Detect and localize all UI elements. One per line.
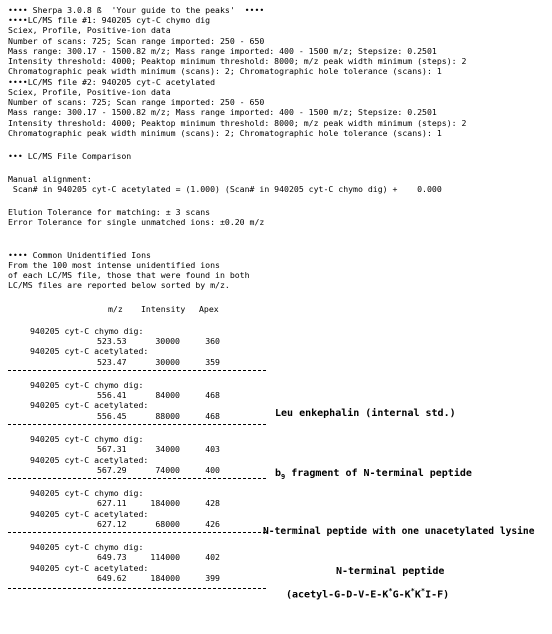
annotation-n-terminal-unacetylated: N-terminal peptide with one unacetylated lysine xyxy=(263,526,535,537)
mz-value: 649.62 xyxy=(97,573,127,583)
group-separator xyxy=(8,478,266,479)
sequence-part: I-F) xyxy=(425,589,450,601)
file1-line: Sciex, Profile, Positive-ion data xyxy=(8,25,171,35)
match-row-label: 940205 cyt-C acetylated: xyxy=(30,563,149,573)
manual-alignment-label: Manual alignment: xyxy=(8,174,92,184)
mz-value: 523.53 xyxy=(97,336,127,346)
acetyl-mark: * xyxy=(420,587,426,595)
file2-line: Sciex, Profile, Positive-ion data xyxy=(8,87,171,97)
annotation-leu-enkephalin: Leu enkephalin (internal std.) xyxy=(275,408,456,419)
common-ions-desc: of each LC/MS file, those that were found in both xyxy=(8,270,250,280)
mz-value: 649.73 xyxy=(97,552,127,562)
intensity-value: 30000 xyxy=(155,336,180,346)
intensity-value: 74000 xyxy=(155,465,180,475)
annotation-b9-letter: b xyxy=(275,468,282,479)
acetyl-mark: * xyxy=(410,587,415,595)
elution-tolerance: Elution Tolerance for matching: ± 3 scans xyxy=(8,207,211,217)
file1-line: Chromatographic peak width minimum (scans): 2; Chromatographic hole tolerance (scans): 1 xyxy=(8,66,442,76)
match-row-label: 940205 cyt-C chymo dig: xyxy=(30,326,144,336)
annotation-b9-text: fragment of N-terminal peptide xyxy=(285,468,472,479)
match-row-label: 940205 cyt-C acetylated: xyxy=(30,346,149,356)
common-ions-desc: LC/MS files are reported below sorted by m/z. xyxy=(8,280,230,290)
match-row-label: 940205 cyt-C acetylated: xyxy=(30,400,149,410)
match-row-label: 940205 cyt-C chymo dig: xyxy=(30,434,144,444)
apex-value: 400 xyxy=(205,465,220,475)
apex-value: 399 xyxy=(205,573,220,583)
mz-value: 627.12 xyxy=(97,519,127,529)
mz-value: 523.47 xyxy=(97,357,127,367)
mz-value: 567.29 xyxy=(97,465,127,475)
apex-value: 403 xyxy=(205,444,220,454)
group-separator xyxy=(8,588,266,589)
match-row-label: 940205 cyt-C acetylated: xyxy=(30,509,149,519)
group-separator xyxy=(8,532,266,533)
intensity-value: 34000 xyxy=(155,444,180,454)
scan-alignment-equation: Scan# in 940205 cyt-C acetylated = (1.000) (Scan# in 940205 cyt-C chymo dig) + 0.000 xyxy=(8,184,442,194)
column-header-apex: Apex xyxy=(199,304,219,314)
sequence-part: G-K xyxy=(392,589,411,601)
match-row-label: 940205 cyt-C acetylated: xyxy=(30,455,149,465)
intensity-value: 114000 xyxy=(150,552,180,562)
apex-value: 426 xyxy=(205,519,220,529)
group-separator xyxy=(8,424,266,425)
apex-value: 468 xyxy=(205,411,220,421)
apex-value: 360 xyxy=(205,336,220,346)
group-separator xyxy=(8,370,266,371)
intensity-value: 30000 xyxy=(155,357,180,367)
file2-line: Mass range: 300.17 - 1500.82 m/z; Mass range imported: 400 - 1500 m/z; Stepsize: 0.2501 xyxy=(8,107,437,117)
intensity-value: 68000 xyxy=(155,519,180,529)
file2-heading: ••••LC/MS file #2: 940205 cyt-C acetylated xyxy=(8,77,216,87)
match-row-label: 940205 cyt-C chymo dig: xyxy=(30,380,144,390)
file1-line: Number of scans: 725; Scan range imported: 250 - 650 xyxy=(8,36,265,46)
intensity-value: 184000 xyxy=(150,498,180,508)
annotation-b9-subscript: 9 xyxy=(281,473,286,481)
acetyl-mark: * xyxy=(388,587,393,595)
report-title: •••• Sherpa 3.0.8 ß 'Your guide to the peaks' •••• xyxy=(8,5,265,15)
error-tolerance: Error Tolerance for single unmatched ions: ±0.20 m/z xyxy=(8,217,265,227)
sequence-part: K xyxy=(414,589,421,601)
annotation-peptide-sequence xyxy=(286,585,449,601)
file2-line: Chromatographic peak width minimum (scans): 2; Chromatographic hole tolerance (scans): 1 xyxy=(8,128,442,138)
mz-value: 567.31 xyxy=(97,444,127,454)
mz-value: 556.41 xyxy=(97,390,127,400)
file1-line: Mass range: 300.17 - 1500.82 m/z; Mass range imported: 400 - 1500 m/z; Stepsize: 0.2501 xyxy=(8,46,437,56)
common-ions-heading: •••• Common Unidentified Ions xyxy=(8,250,151,260)
apex-value: 402 xyxy=(205,552,220,562)
mz-value: 556.45 xyxy=(97,411,127,421)
apex-value: 359 xyxy=(205,357,220,367)
common-ions-desc: From the 100 most intense unidentified ions xyxy=(8,260,220,270)
intensity-value: 184000 xyxy=(150,573,180,583)
comparison-heading: ••• LC/MS File Comparison xyxy=(8,151,132,161)
file1-heading: ••••LC/MS file #1: 940205 cyt-C chymo dig xyxy=(8,15,211,25)
column-header-intensity: Intensity xyxy=(141,304,186,314)
mz-value: 627.11 xyxy=(97,498,127,508)
column-header-mz: m/z xyxy=(108,304,123,314)
intensity-value: 88000 xyxy=(155,411,180,421)
apex-value: 428 xyxy=(205,498,220,508)
apex-value: 468 xyxy=(205,390,220,400)
annotation-n-terminal-title: N-terminal peptide xyxy=(336,566,445,577)
file2-line: Intensity threshold: 4000; Peaktop minimum threshold: 8000; m/z peak width minimum (steps): 2 xyxy=(8,118,467,128)
file2-line: Number of scans: 725; Scan range imported: 250 - 650 xyxy=(8,97,265,107)
annotation-b9-fragment xyxy=(275,468,472,483)
match-row-label: 940205 cyt-C chymo dig: xyxy=(30,542,144,552)
intensity-value: 84000 xyxy=(155,390,180,400)
match-row-label: 940205 cyt-C chymo dig: xyxy=(30,488,144,498)
file1-line: Intensity threshold: 4000; Peaktop minimum threshold: 8000; m/z peak width minimum (steps): 2 xyxy=(8,56,467,66)
sequence-part: (acetyl-G-D-V-E-K xyxy=(286,589,389,601)
